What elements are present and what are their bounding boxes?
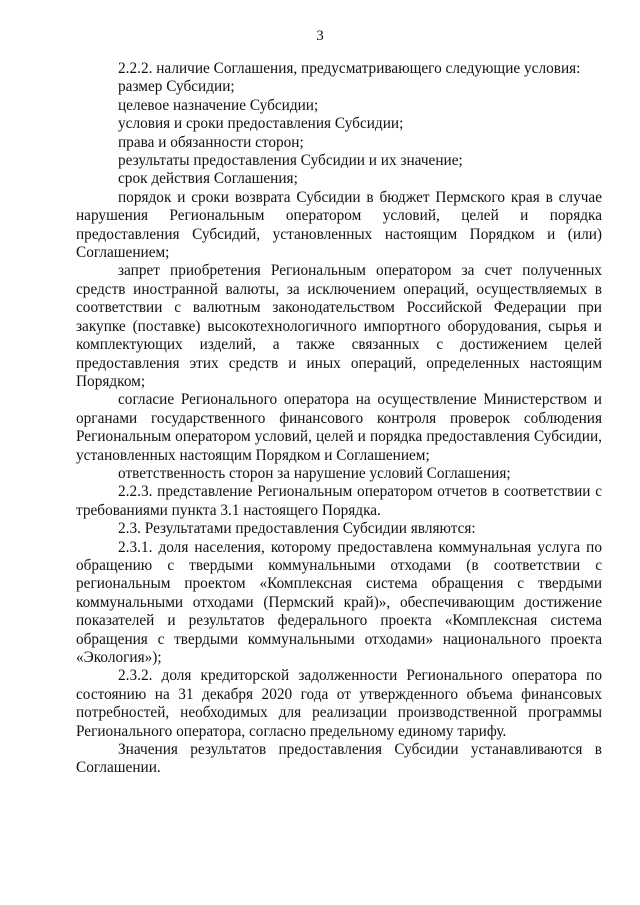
- list-item-target-purpose: целевое назначение Субсидии;: [118, 96, 319, 114]
- list-item-validity-period: срок действия Соглашения;: [118, 170, 298, 188]
- paragraph-2-3-2: 2.3.2. доля кредиторской задолженности Регионального оператора по состоянию на 31 декабря 2020 года от утвержденного объема финансовых потребностей, необходимых для реализации производственной программы Регионального оператора, согласно предельному единому тарифу.: [76, 667, 602, 740]
- list-item-rights-obligations: права и обязанности сторон;: [118, 133, 304, 151]
- paragraph-2-3-1: 2.3.1. доля населения, которому предоставлена коммунальная услуга по обращению с твердыми коммунальными отходами (в соответствии с региональным проектом «Комплексная система обращения с твердыми коммунальными отходами (Пермский край)», обеспечивающим достижение показателей и результатов федерального проекта «Комплексная система обращения с твердыми коммунальными отходами» национального проекта «Экология»);: [76, 538, 602, 666]
- page-number: 3: [316, 28, 324, 44]
- document-body: [76, 60, 602, 778]
- list-item-refund-procedure: порядок и сроки возврата Субсидии в бюджет Пермского края в случае нарушения Региональным оператором условий, целей и порядка предоставления Субсидий, установленных настоящим Порядком и (или) Соглашением;: [76, 188, 602, 262]
- list-item-results: результаты предоставления Субсидии и их значение;: [118, 152, 463, 170]
- paragraph-2-2-2: 2.2.2. наличие Соглашения, предусматривающего следующие условия:: [118, 60, 581, 77]
- paragraph-2-2-3: 2.2.3. представление Региональным оператором отчетов в соответствии с требованиями пункта 3.1 настоящего Порядка.: [76, 483, 602, 519]
- paragraph-2-3: 2.3. Результатами предоставления Субсидии являются:: [118, 520, 476, 538]
- list-item-responsibility: ответственность сторон за нарушение условий Соглашения;: [118, 464, 511, 482]
- paragraph-result-values: Значения результатов предоставления Субсидии устанавливаются в Соглашении.: [76, 741, 602, 777]
- list-item-currency-ban: запрет приобретения Региональным оператором за счет полученных средств иностранной валюты, за исключением операций, осуществляемых в соответствии с валютным законодательством Российской Федерации при закупке (поставке) высокотехнологичного импортного оборудования, сырья и комплектующих изделий, а также связанных с достижением целей предоставления этих средств и иных операций, определенных настоящим Порядком;: [76, 262, 602, 390]
- list-item-subsidy-size: размер Субсидии;: [118, 78, 235, 96]
- list-item-terms-conditions: условия и сроки предоставления Субсидии;: [118, 115, 404, 133]
- list-item-audit-consent: согласие Регионального оператора на осуществление Министерством и органами государственного финансового контроля проверок соблюдения Региональным оператором условий, целей и порядка предоставления Субсидии, установленных настоящим Порядком и Соглашением;: [76, 391, 602, 464]
